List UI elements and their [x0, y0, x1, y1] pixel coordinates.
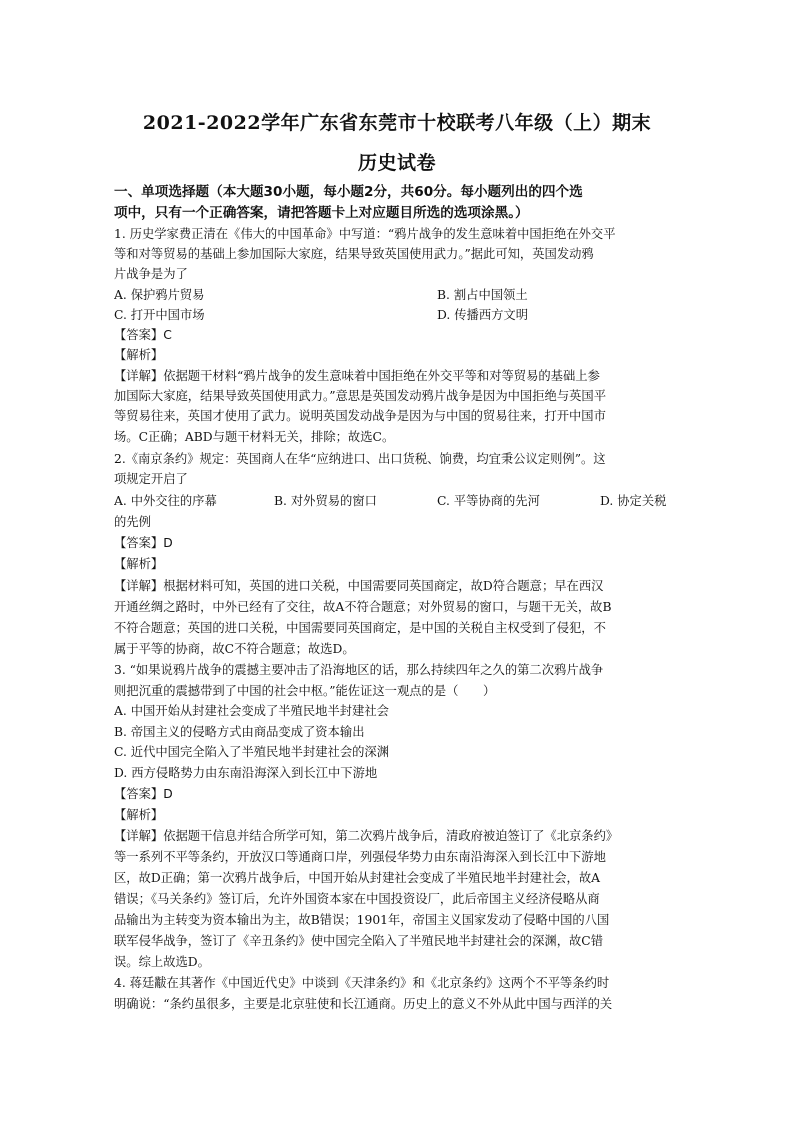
section-heading-line: 项中，只有一个正确答案，请把答题卡上对应题目所选的选项涂黑。）: [114, 205, 529, 221]
question-stem-line: 明确说：“条约虽很多，主要是北京驻使和长江通商。历史上的意义不外从此中国与西洋的关: [114, 997, 613, 1011]
option-d: D. 传播西方文明: [437, 308, 529, 322]
question-stem-line: 等和对等贸易的基础上参加国际大家庭，结果导致英国使用武力。”据此可知，英国发动鸦: [114, 247, 594, 261]
answer-label: 【答案】D: [114, 787, 173, 801]
question-stem-line: 1. 历史学家费正清在《伟大的中国革命》中写道：“鸦片战争的发生意味着中国拒绝在外交平: [114, 227, 616, 241]
answer-label: 【答案】C: [114, 328, 172, 342]
detail-line: 等贸易往来，英国才使用了武力。说明英国发动战争是因为与中国的贸易往来，打开中国市: [114, 409, 606, 423]
detail-line: 误。综上故选D。: [114, 955, 210, 969]
detail-line: 等一系列不平等条约，开放汉口等通商口岸，列强侵华势力由东南沿海深入到长江中下游地: [114, 850, 606, 864]
detail-line: 联军侵华战争，签订了《辛丑条约》使中国完全陷入了半殖民地半封建社会的深渊，故C错: [114, 934, 603, 948]
detail-line: 【详解】依据题干材料“鸦片战争的发生意味着中国拒绝在外交平等和对等贸易的基础上参: [114, 369, 600, 383]
detail-line: 品输出为主转变为资本输出为主，故B错误；1901年，帝国主义国家发动了侵略中国的八国: [114, 913, 610, 927]
question-stem-line: 3. “如果说鸦片战争的震撼主要冲击了沿海地区的话，那么持续四年之久的第二次鸦片战争: [114, 663, 604, 677]
detail-line: 【详解】根据材料可知，英国的进口关税，中国需要同英国商定，故D符合题意；早在西汉: [114, 579, 604, 593]
detail-line: 不符合题意；英国的进口关税，中国需要同英国商定，是中国的关税自主权受到了侵犯，不: [114, 621, 606, 635]
document-title: 2021-2022学年广东省东莞市十校联考八年级（上）期末: [142, 112, 652, 134]
analysis-label: 【解析】: [114, 557, 164, 571]
question-stem-line: 片战争是为了: [114, 267, 188, 281]
detail-line: 开通丝绸之路时，中外已经有了交往，故A不符合题意；对外贸易的窗口，与题干无关，故B: [114, 600, 612, 614]
detail-line: 错误；《马关条约》签订后，允许外国资本家在中国投资设厂，此后帝国主义经济侵略从商: [114, 892, 600, 906]
option-b: B. 对外贸易的窗口: [274, 494, 377, 508]
option-b: B. 割占中国领土: [437, 288, 528, 302]
section-heading-line: 一、单项选择题（本大题30小题，每小题2分，共60分。每小题列出的四个选: [114, 184, 583, 200]
option-a: A. 保护鸦片贸易: [114, 288, 205, 302]
question-stem-line: 则把沉重的震撼带到了中国的社会中枢。”能佐证这一观点的是（ ）: [114, 684, 496, 698]
option-a: A. 中国开始从封建社会变成了半殖民地半封建社会: [114, 704, 389, 718]
option-c: C. 平等协商的先河: [437, 494, 540, 508]
option-c: C. 近代中国完全陷入了半殖民地半封建社会的深渊: [114, 745, 390, 759]
option-d-continued: 的先例: [114, 515, 151, 529]
option-d: D. 协定关税: [600, 494, 667, 508]
detail-line: 场。C正确；ABD与题干材料无关，排除；故选C。: [114, 430, 395, 444]
analysis-label: 【解析】: [114, 348, 164, 362]
question-stem-line: 2.《南京条约》规定：英国商人在华“应纳进口、出口货税、饷费，均宜秉公议定则例”。这: [114, 452, 606, 466]
option-b: B. 帝国主义的侵略方式由商品变成了资本输出: [114, 725, 365, 739]
document-subtitle: 历史试卷: [357, 152, 436, 174]
detail-line: 属于平等的协商，故C不符合题意；故选D。: [114, 642, 355, 656]
option-c: C. 打开中国市场: [114, 308, 205, 322]
analysis-label: 【解析】: [114, 808, 164, 822]
answer-label: 【答案】D: [114, 536, 173, 550]
question-stem-line: 项规定开启了: [114, 472, 188, 486]
detail-line: 加国际大家庭，结果导致英国使用武力。”意思是英国发动鸦片战争是因为中国拒绝与英国平: [114, 389, 607, 403]
detail-line: 区，故D正确；第一次鸦片战争后，中国开始从封建社会变成了半殖民地半封建社会，故A: [114, 871, 601, 885]
detail-line: 【详解】依据题干信息并结合所学可知，第二次鸦片战争后，清政府被迫签订了《北京条约》: [114, 829, 619, 843]
option-a: A. 中外交往的序幕: [114, 494, 217, 508]
option-d: D. 西方侵略势力由东南沿海深入到长江中下游地: [114, 766, 378, 780]
question-stem-line: 4. 蒋廷黻在其著作《中国近代史》中谈到《天津条约》和《北京条约》这两个不平等条约时: [114, 976, 610, 990]
